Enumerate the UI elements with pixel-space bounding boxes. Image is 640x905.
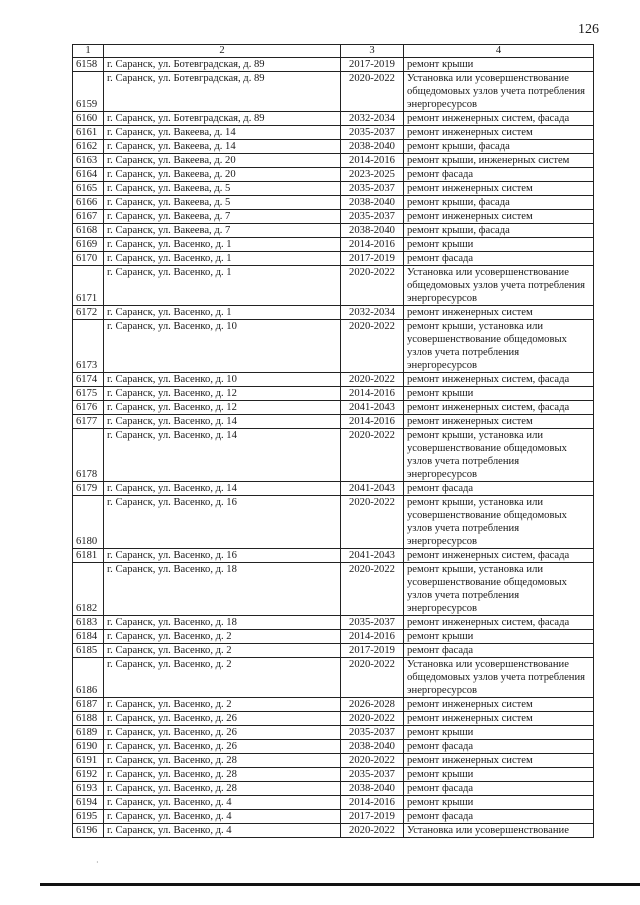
row-work-type: ремонт инженерных систем [404,698,594,712]
row-address: г. Саранск, ул. Васенко, д. 1 [104,306,341,320]
row-number: 6183 [73,616,104,630]
row-work-type: ремонт фасада [404,644,594,658]
row-period: 2020-2022 [341,429,404,482]
table-row [73,549,594,563]
row-number: 6171 [73,266,104,306]
row-number: 6189 [73,726,104,740]
row-number: 6190 [73,740,104,754]
row-period: 2023-2025 [341,168,404,182]
row-period: 2041-2043 [341,482,404,496]
table-row [73,754,594,768]
table-row [73,726,594,740]
row-period: 2014-2016 [341,630,404,644]
row-period: 2014-2016 [341,387,404,401]
table-row [73,126,594,140]
header-col-3: 3 [341,45,404,58]
row-period: 2035-2037 [341,768,404,782]
row-number: 6195 [73,810,104,824]
row-number: 6182 [73,563,104,616]
row-number: 6191 [73,754,104,768]
row-period: 2020-2022 [341,496,404,549]
row-work-type: ремонт крыши, установка или усовершенствование общедомовых узлов учета потребления энергоресурсов [404,320,594,373]
row-work-type: ремонт крыши, фасада [404,196,594,210]
row-number: 6176 [73,401,104,415]
row-work-type: ремонт крыши, установка или усовершенствование общедомовых узлов учета потребления энергоресурсов [404,496,594,549]
scan-speck: · [96,858,99,867]
row-number: 6174 [73,373,104,387]
row-work-type: ремонт крыши, фасада [404,140,594,154]
row-period: 2014-2016 [341,154,404,168]
row-number: 6165 [73,182,104,196]
row-work-type: ремонт фасада [404,252,594,266]
row-number: 6169 [73,238,104,252]
table-row [73,824,594,838]
row-work-type: ремонт крыши, инженерных систем [404,154,594,168]
row-number: 6162 [73,140,104,154]
row-address: г. Саранск, ул. Вакеева, д. 7 [104,210,341,224]
table-row [73,658,594,698]
table-row [73,373,594,387]
row-period: 2020-2022 [341,266,404,306]
table-row [73,712,594,726]
table-row [73,182,594,196]
row-address: г. Саранск, ул. Васенко, д. 2 [104,644,341,658]
row-period: 2038-2040 [341,782,404,796]
row-work-type: ремонт инженерных систем, фасада [404,112,594,126]
row-number: 6170 [73,252,104,266]
table-row [73,154,594,168]
row-address: г. Саранск, ул. Васенко, д. 18 [104,616,341,630]
table-row [73,616,594,630]
table-row [73,644,594,658]
row-number: 6196 [73,824,104,838]
row-work-type: ремонт крыши [404,768,594,782]
row-address: г. Саранск, ул. Васенко, д. 12 [104,387,341,401]
row-work-type: ремонт крыши [404,726,594,740]
row-number: 6181 [73,549,104,563]
row-work-type: ремонт крыши [404,238,594,252]
row-number: 6172 [73,306,104,320]
row-period: 2014-2016 [341,238,404,252]
row-address: г. Саранск, ул. Васенко, д. 4 [104,796,341,810]
row-work-type: ремонт инженерных систем, фасада [404,401,594,415]
table-row [73,210,594,224]
row-period: 2020-2022 [341,658,404,698]
row-work-type: ремонт инженерных систем [404,712,594,726]
table-row [73,72,594,112]
row-number: 6193 [73,782,104,796]
page-bottom-border [40,883,640,886]
row-period: 2017-2019 [341,810,404,824]
row-work-type: ремонт крыши, установка или усовершенствование общедомовых узлов учета потребления энергоресурсов [404,563,594,616]
row-address: г. Саранск, ул. Вакеева, д. 5 [104,196,341,210]
row-address: г. Саранск, ул. Васенко, д. 18 [104,563,341,616]
row-period: 2035-2037 [341,182,404,196]
row-period: 2020-2022 [341,373,404,387]
table-row [73,266,594,306]
row-address: г. Саранск, ул. Васенко, д. 28 [104,754,341,768]
row-period: 2035-2037 [341,726,404,740]
row-address: г. Саранск, ул. Васенко, д. 1 [104,252,341,266]
row-address: г. Саранск, ул. Вакеева, д. 7 [104,224,341,238]
row-address: г. Саранск, ул. Васенко, д. 14 [104,429,341,482]
row-work-type: ремонт фасада [404,168,594,182]
row-work-type: ремонт крыши [404,630,594,644]
table-row [73,401,594,415]
page-number: 126 [578,22,599,37]
row-period: 2014-2016 [341,415,404,429]
row-period: 2017-2019 [341,58,404,72]
table-row [73,740,594,754]
table-row [73,224,594,238]
table-row [73,782,594,796]
row-period: 2032-2034 [341,112,404,126]
row-work-type: Установка или усовершенствование общедомовых узлов учета потребления энергоресурсов [404,266,594,306]
table-row [73,238,594,252]
row-work-type: ремонт инженерных систем, фасада [404,549,594,563]
row-number: 6158 [73,58,104,72]
row-address: г. Саранск, ул. Васенко, д. 26 [104,740,341,754]
row-number: 6175 [73,387,104,401]
row-period: 2020-2022 [341,712,404,726]
row-work-type: Установка или усовершенствование общедомовых узлов учета потребления энергоресурсов [404,72,594,112]
row-work-type: ремонт инженерных систем [404,126,594,140]
table-row [73,252,594,266]
row-period: 2017-2019 [341,252,404,266]
row-period: 2014-2016 [341,796,404,810]
row-work-type: ремонт инженерных систем [404,754,594,768]
row-address: г. Саранск, ул. Васенко, д. 16 [104,549,341,563]
table-row [73,140,594,154]
row-period: 2020-2022 [341,754,404,768]
row-address: г. Саранск, ул. Васенко, д. 26 [104,726,341,740]
row-number: 6168 [73,224,104,238]
row-work-type: ремонт крыши [404,796,594,810]
row-number: 6167 [73,210,104,224]
row-number: 6185 [73,644,104,658]
row-period: 2038-2040 [341,140,404,154]
row-address: г. Саранск, ул. Вакеева, д. 20 [104,154,341,168]
row-period: 2038-2040 [341,224,404,238]
row-address: г. Саранск, ул. Вакеева, д. 14 [104,126,341,140]
table-row [73,482,594,496]
row-period: 2035-2037 [341,126,404,140]
table-row [73,168,594,182]
table-row [73,810,594,824]
row-address: г. Саранск, ул. Васенко, д. 2 [104,658,341,698]
row-address: г. Саранск, ул. Васенко, д. 28 [104,768,341,782]
header-row [73,45,594,58]
row-period: 2038-2040 [341,740,404,754]
row-number: 6194 [73,796,104,810]
row-address: г. Саранск, ул. Васенко, д. 16 [104,496,341,549]
row-number: 6178 [73,429,104,482]
row-address: г. Саранск, ул. Васенко, д. 28 [104,782,341,796]
row-address: г. Саранск, ул. Васенко, д. 1 [104,238,341,252]
row-address: г. Саранск, ул. Вакеева, д. 5 [104,182,341,196]
header-col-2: 2 [104,45,341,58]
table-row [73,320,594,373]
table-row [73,630,594,644]
row-period: 2026-2028 [341,698,404,712]
row-number: 6161 [73,126,104,140]
row-address: г. Саранск, ул. Васенко, д. 10 [104,373,341,387]
row-work-type: ремонт крыши, установка или усовершенствование общедомовых узлов учета потребления энергоресурсов [404,429,594,482]
row-period: 2020-2022 [341,320,404,373]
row-address: г. Саранск, ул. Васенко, д. 14 [104,482,341,496]
row-work-type: ремонт крыши [404,58,594,72]
row-number: 6160 [73,112,104,126]
table-row [73,58,594,72]
table-row [73,768,594,782]
row-period: 2035-2037 [341,616,404,630]
table-header [73,45,594,58]
row-number: 6188 [73,712,104,726]
row-period: 2041-2043 [341,549,404,563]
row-work-type: ремонт инженерных систем [404,415,594,429]
row-period: 2017-2019 [341,644,404,658]
row-period: 2041-2043 [341,401,404,415]
row-address: г. Саранск, ул. Васенко, д. 4 [104,824,341,838]
row-address: г. Саранск, ул. Васенко, д. 12 [104,401,341,415]
row-number: 6192 [73,768,104,782]
row-address: г. Саранск, ул. Васенко, д. 10 [104,320,341,373]
row-work-type: ремонт инженерных систем, фасада [404,616,594,630]
row-address: г. Саранск, ул. Васенко, д. 1 [104,266,341,306]
row-work-type: ремонт инженерных систем [404,210,594,224]
row-address: г. Саранск, ул. Вакеева, д. 20 [104,168,341,182]
row-work-type: ремонт инженерных систем, фасада [404,373,594,387]
table-row [73,415,594,429]
row-number: 6180 [73,496,104,549]
row-number: 6186 [73,658,104,698]
row-address: г. Саранск, ул. Ботевградская, д. 89 [104,112,341,126]
row-period: 2020-2022 [341,824,404,838]
table-row [73,563,594,616]
table-row [73,429,594,482]
row-number: 6173 [73,320,104,373]
row-work-type: Установка или усовершенствование общедомовых узлов учета потребления энергоресурсов [404,658,594,698]
row-address: г. Саранск, ул. Васенко, д. 4 [104,810,341,824]
row-number: 6163 [73,154,104,168]
row-number: 6187 [73,698,104,712]
row-address: г. Саранск, ул. Васенко, д. 2 [104,698,341,712]
table-row [73,387,594,401]
row-period: 2035-2037 [341,210,404,224]
row-number: 6164 [73,168,104,182]
row-period: 2020-2022 [341,72,404,112]
row-work-type: ремонт фасада [404,782,594,796]
row-address: г. Саранск, ул. Вакеева, д. 14 [104,140,341,154]
row-address: г. Саранск, ул. Ботевградская, д. 89 [104,72,341,112]
table-body [73,58,594,838]
header-col-4: 4 [404,45,594,58]
row-work-type: Установка или усовершенствование [404,824,594,838]
row-address: г. Саранск, ул. Васенко, д. 26 [104,712,341,726]
row-work-type: ремонт инженерных систем [404,182,594,196]
repair-schedule-table [72,44,594,838]
row-work-type: ремонт фасада [404,810,594,824]
row-work-type: ремонт фасада [404,740,594,754]
row-work-type: ремонт крыши [404,387,594,401]
table-row [73,796,594,810]
row-number: 6159 [73,72,104,112]
table-row [73,698,594,712]
row-period: 2020-2022 [341,563,404,616]
row-number: 6179 [73,482,104,496]
row-number: 6166 [73,196,104,210]
row-address: г. Саранск, ул. Васенко, д. 14 [104,415,341,429]
row-number: 6184 [73,630,104,644]
header-col-1: 1 [73,45,104,58]
table-row [73,112,594,126]
row-work-type: ремонт крыши, фасада [404,224,594,238]
row-number: 6177 [73,415,104,429]
row-period: 2032-2034 [341,306,404,320]
table-row [73,306,594,320]
row-work-type: ремонт фасада [404,482,594,496]
row-period: 2038-2040 [341,196,404,210]
row-address: г. Саранск, ул. Васенко, д. 2 [104,630,341,644]
row-address: г. Саранск, ул. Ботевградская, д. 89 [104,58,341,72]
table-row [73,196,594,210]
row-work-type: ремонт инженерных систем [404,306,594,320]
table-row [73,496,594,549]
